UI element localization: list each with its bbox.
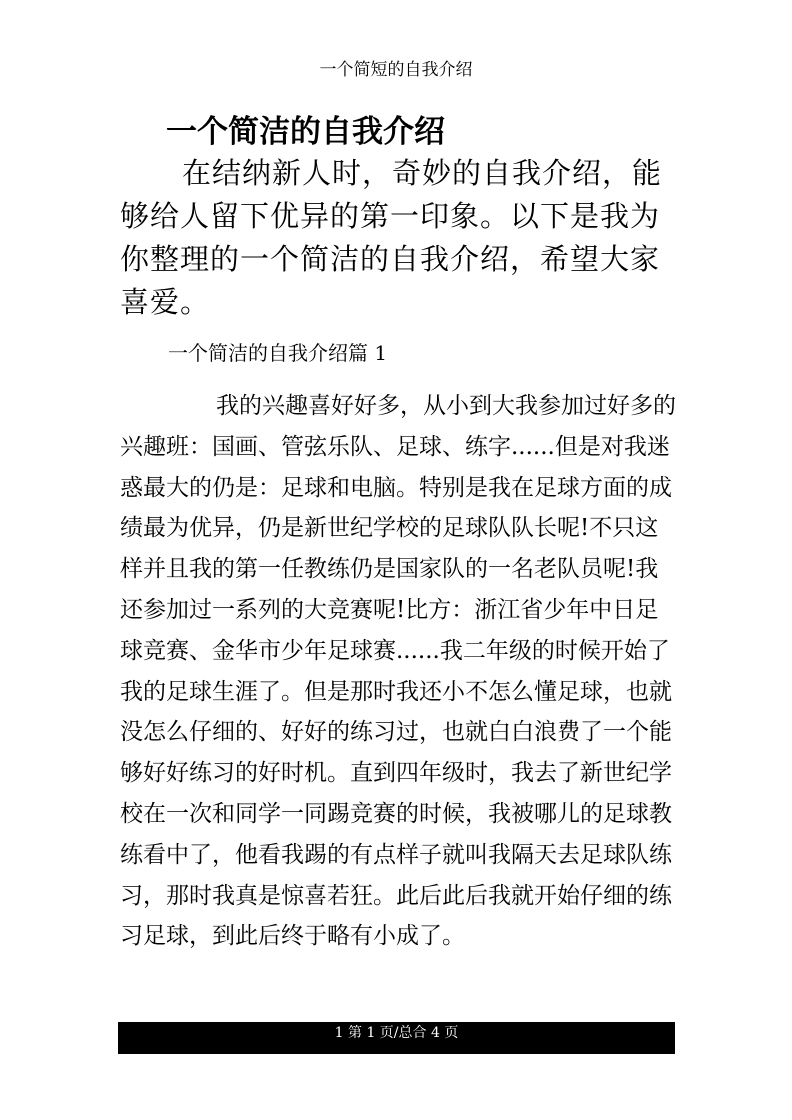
page-number: 1 第 1 页/总合 4 页 bbox=[334, 1025, 459, 1041]
section-heading: 一个简洁的自我介绍篇 1 bbox=[168, 341, 388, 365]
page-footer bbox=[118, 1022, 675, 1054]
document-title: 一个简洁的自我介绍 bbox=[166, 114, 445, 150]
body-paragraph: 我的兴趣喜好好多，从小到大我参加过好多的兴趣班：国画、管弦乐队、足球、练字......但是对我迷惑最大的仍是：足球和电脑。特别是我在足球方面的成绩最为优异，仍是新世纪学校的足球队队长呢!不只这样并且我的第一任教练仍是国家队的一名老队员呢!我还参加过一系列的大竞赛呢!比方：浙江省少年中日足球竞赛、金华市少年足球赛......我二年级的时候开始了我的足球生涯了。但是那时我还小不怎么懂足球，也就没怎么仔细的、好好的练习过，也就白白浪费了一个能够好好练习的好时机。直到四年级时，我去了新世纪学校在一次和同学一同踢竞赛的时候，我被哪儿的足球教练看中了，他看我踢的有点样子就叫我隔天去足球队练习，那时我真是惊喜若狂。此后此后我就开始仔细的练习足球，到此后终于略有小成了。 bbox=[120, 393, 676, 950]
intro-paragraph: 在结纳新人时，奇妙的自我介绍，能够给人留下优异的第一印象。以下是我为你整理的一个简洁的自我介绍，希望大家喜爱。 bbox=[120, 156, 663, 319]
page-header: 一个简短的自我介绍 bbox=[319, 60, 473, 80]
